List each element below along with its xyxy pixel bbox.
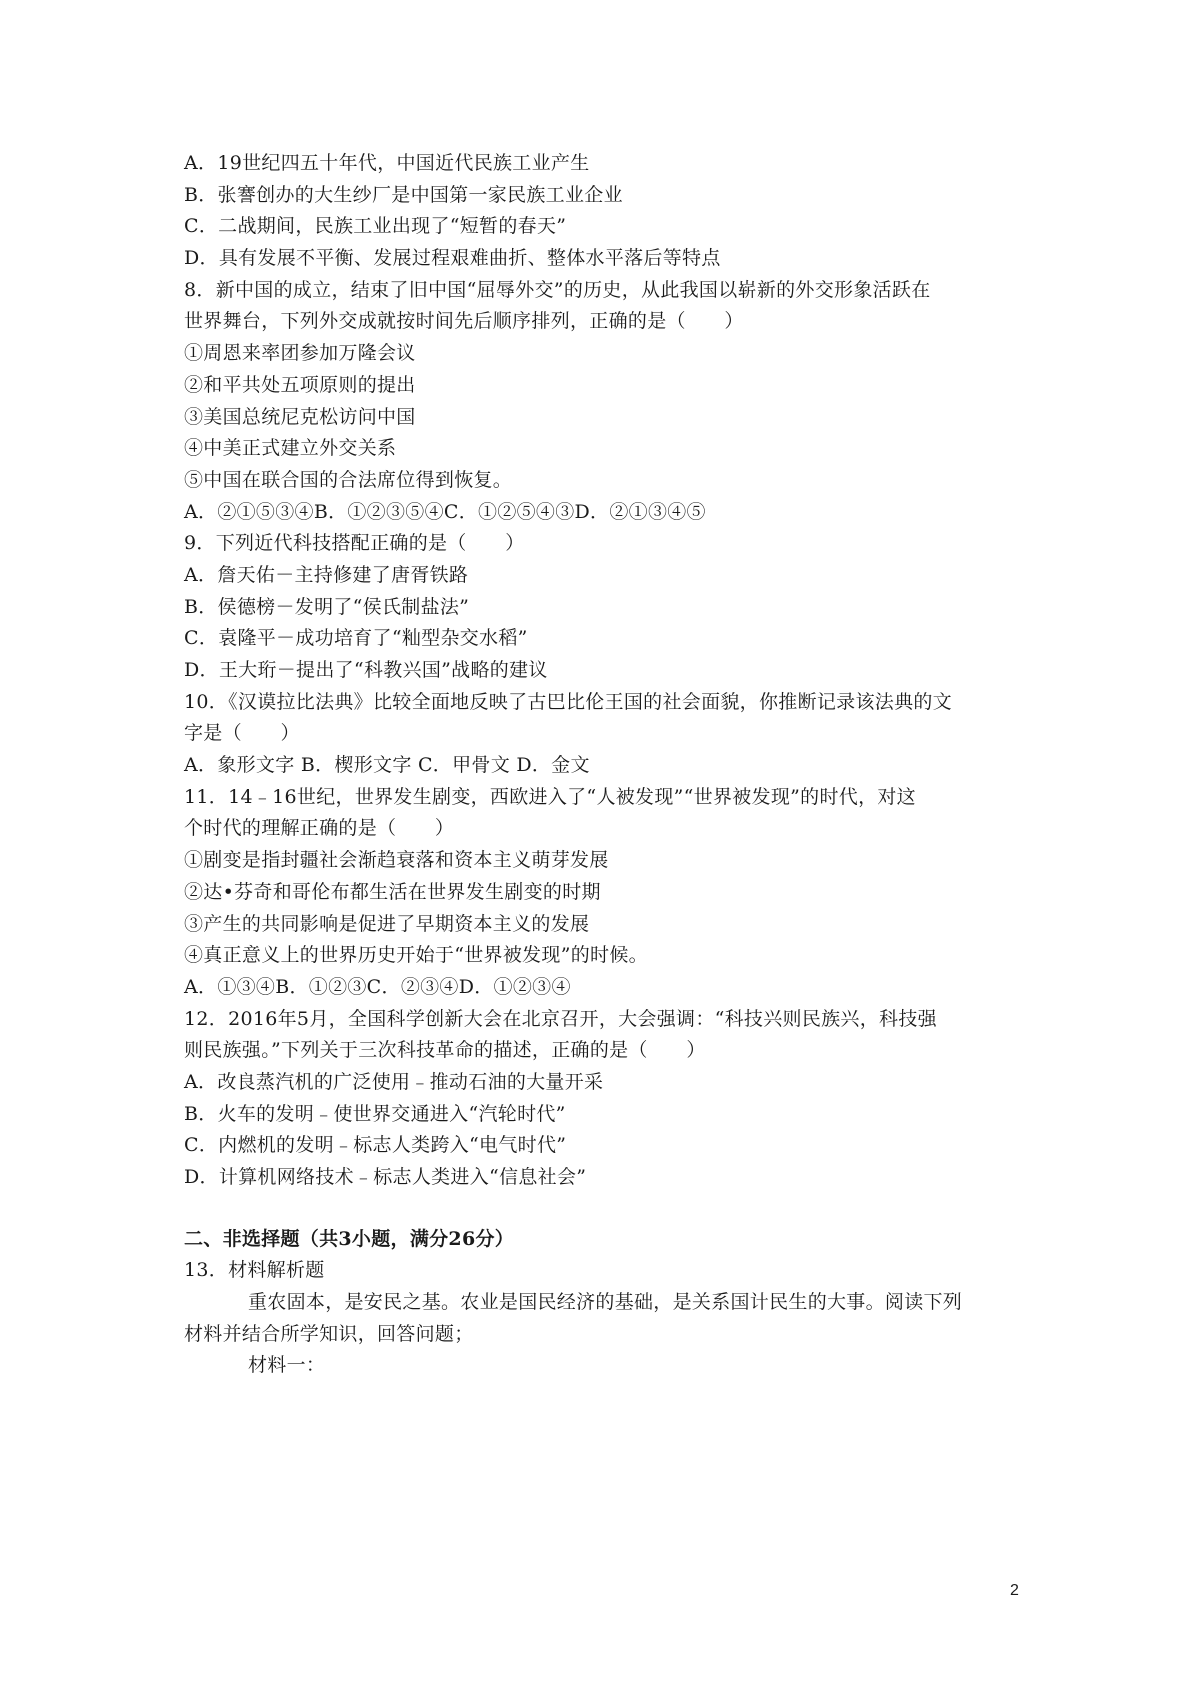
- question-13-title: [184, 1255, 1030, 1287]
- text-line: A．19世纪四五十年代，中国近代民族工业产生: [184, 152, 590, 174]
- text-line: 10．《汉谟拉比法典》比较全面地反映了古巴比伦王国的社会面貌，你推断记录该法典的文: [184, 690, 952, 713]
- text-line: B．张謇创办的大生纱厂是中国第一家民族工业企业: [184, 183, 623, 206]
- text-line: B．火车的发明﹣使世界交通进入“汽轮时代”: [184, 1102, 566, 1125]
- text-line: A．①③④B．①②③C．②③④D．①②③④: [184, 975, 571, 998]
- section-heading: 二、非选择题（共3小题，满分26分）: [184, 1227, 515, 1250]
- text-line: 字是（ ）: [184, 722, 300, 745]
- text-line: D．具有发展不平衡、发展过程艰难曲折、整体水平落后等特点: [184, 247, 721, 270]
- material-label: 材料一：: [248, 1354, 326, 1377]
- text-line: C．二战期间，民族工业出现了“短暂的春天”: [184, 215, 567, 238]
- text-line: ④中美正式建立外交关系: [184, 437, 397, 460]
- text-line: A．象形文字 B．楔形文字 C．甲骨文 D．金文: [184, 754, 590, 777]
- text-line: B．侯德榜－发明了“侯氏制盐法”: [184, 595, 470, 618]
- page-number: 2: [1010, 1582, 1019, 1599]
- text-line: ①剧变是指封疆社会渐趋衰落和资本主义萌芽发展: [184, 849, 609, 872]
- text-line: 13．材料解析题: [184, 1259, 325, 1282]
- question-13-intro: [184, 1287, 1030, 1319]
- question-13-intro-continued: [184, 1319, 1030, 1351]
- text-line: C．内燃机的发明﹣标志人类跨入“电气时代”: [184, 1134, 567, 1157]
- text-line: A．②①⑤③④B．①②③⑤④C．①②⑤④③D．②①③④⑤: [184, 500, 706, 523]
- text-line: A．詹天佑－主持修建了唐胥铁路: [184, 563, 469, 586]
- question-block-choices: [184, 148, 1030, 1194]
- text-line: ②达•芬奇和哥伦布都生活在世界发生剧变的时期: [184, 880, 601, 903]
- text-line: 8．新中国的成立，结束了旧中国“屈辱外交”的历史，从此我国以崭新的外交形象活跃在: [184, 278, 931, 301]
- text-line: 9．下列近代科技搭配正确的是（ ）: [184, 532, 525, 555]
- page-content: [184, 148, 1030, 1382]
- text-line: 重农固本，是安民之基。农业是国民经济的基础，是关系国计民生的大事。阅读下列: [248, 1291, 963, 1314]
- text-line: D．计算机网络技术﹣标志人类进入“信息社会”: [184, 1166, 587, 1188]
- text-line: 11．14﹣16世纪，世界发生剧变，西欧进入了“人被发现”“世界被发现”的时代，对这: [184, 785, 916, 808]
- text-line: ②和平共处五项原则的提出: [184, 373, 416, 396]
- text-line: ①周恩来率团参加万隆会议: [184, 342, 416, 365]
- text-line: 个时代的理解正确的是（ ）: [184, 817, 455, 840]
- text-line: ⑤中国在联合国的合法席位得到恢复。: [184, 468, 513, 491]
- text-line: 世界舞台，下列外交成就按时间先后顺序排列，正确的是（ ）: [184, 310, 744, 333]
- text-line: 则民族强。”下列关于三次科技革命的描述，正确的是（ ）: [184, 1039, 706, 1062]
- text-line: ③美国总统尼克松访问中国: [184, 405, 416, 428]
- text-line: ③产生的共同影响是促进了早期资本主义的发展: [184, 912, 590, 935]
- text-line: 12．2016年5月，全国科学创新大会在北京召开，大会强调：“科技兴则民族兴，科技强: [184, 1007, 937, 1030]
- text-line: A．改良蒸汽机的广泛使用﹣推动石油的大量开采: [184, 1070, 604, 1093]
- text-line: C．袁隆平－成功培育了“籼型杂交水稻”: [184, 627, 528, 650]
- text-line: 材料并结合所学知识，回答问题；: [184, 1322, 474, 1345]
- text-line: ④真正意义上的世界历史开始于“世界被发现”的时候。: [184, 944, 648, 967]
- text-line: D．王大珩－提出了“科教兴国”战略的建议: [184, 659, 548, 681]
